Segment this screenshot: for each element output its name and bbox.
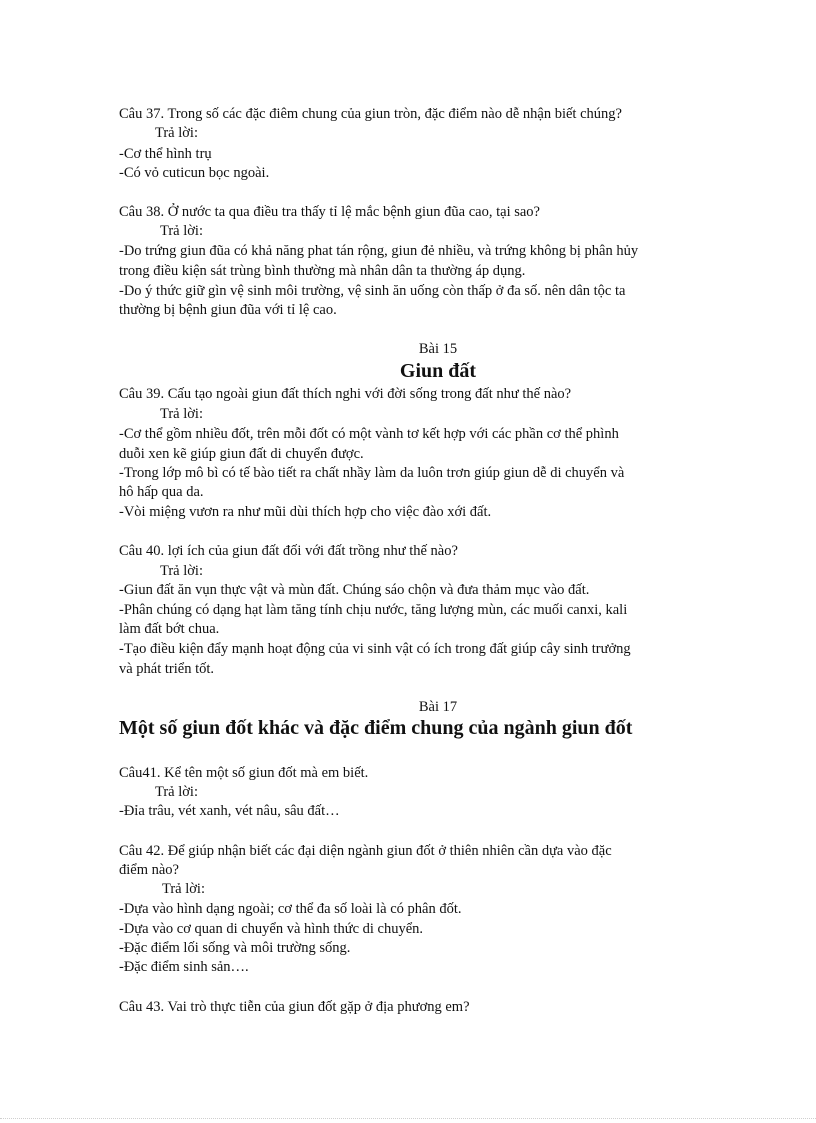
answer-line: -Phân chúng có dạng hạt làm tăng tính chịu nước, tăng lượng mùn, các muối canxi, kali bbox=[119, 602, 628, 618]
answer-line: thường bị bệnh giun đũa với tỉ lệ cao. bbox=[119, 302, 337, 318]
answer-label: Trả lời: bbox=[162, 881, 205, 897]
answer-line: -Trong lớp mô bì có tế bào tiết ra chất nhầy làm da luôn trơn giúp giun dễ di chuyển và bbox=[119, 465, 625, 481]
answer-line: -Vòi miệng vươn ra như mũi dùi thích hợp cho việc đào xới đất. bbox=[119, 504, 492, 520]
answer-line: -Tạo điều kiện đẩy mạnh hoạt động của vi sinh vật có ích trong đất giúp cây sinh trưởng bbox=[119, 641, 631, 657]
answer-label: Trả lời: bbox=[155, 125, 198, 141]
lesson-15-title: Giun đất bbox=[399, 360, 477, 382]
page-bottom-divider bbox=[0, 1118, 816, 1119]
question-43: Câu 43. Vai trò thực tiễn của giun đốt gặp ở địa phương em? bbox=[119, 999, 470, 1015]
answer-line: -Do trứng giun đũa có khả năng phat tán rộng, giun đẻ nhiều, và trứng không bị phân hủy bbox=[119, 243, 639, 259]
answer-line: -Giun đất ăn vụn thực vật và mùn đất. Chúng sáo chộn và đưa thảm mục vào đất. bbox=[119, 582, 590, 598]
question-37: Câu 37. Trong số các đặc điêm chung của giun tròn, đặc điểm nào dễ nhận biết chúng? bbox=[119, 106, 622, 122]
answer-line: duỗi xen kẽ giúp giun đất di chuyển được. bbox=[119, 446, 364, 462]
question-40: Câu 40. lợi ích của giun đất đối với đất trồng như thế nào? bbox=[119, 543, 458, 559]
answer-line: -Do ý thức giữ gìn vệ sinh môi trường, vệ sinh ăn uống còn thấp ở đa số. nên dân tộc ta bbox=[119, 283, 626, 299]
answer-line: -Đặc điểm lối sống và môi trường sống. bbox=[119, 940, 351, 956]
answer-line: -Dựa vào hình dạng ngoài; cơ thể đa số loài là có phân đốt. bbox=[119, 901, 462, 917]
question-42-cont: điểm nào? bbox=[119, 862, 179, 878]
answer-line: -Đặc điểm sinh sản…. bbox=[119, 959, 249, 975]
answer-line: -Cơ thể hình trụ bbox=[119, 146, 212, 162]
question-39: Câu 39. Cấu tạo ngoài giun đất thích nghi với đời sống trong đất như thế nào? bbox=[119, 386, 572, 402]
lesson-17-label: Bài 17 bbox=[418, 699, 458, 715]
answer-label: Trả lời: bbox=[160, 223, 203, 239]
answer-line: và phát triển tốt. bbox=[119, 661, 215, 677]
answer-label: Trả lời: bbox=[155, 784, 198, 800]
answer-line: làm đất bớt chua. bbox=[119, 621, 220, 637]
answer-label: Trả lời: bbox=[160, 563, 203, 579]
question-38: Câu 38. Ở nước ta qua điều tra thấy tỉ lệ mắc bệnh giun đũa cao, tại sao? bbox=[119, 204, 540, 220]
lesson-17-title: Một số giun đốt khác và đặc điểm chung của ngành giun đốt bbox=[119, 717, 633, 739]
answer-line: -Đỉa trâu, vét xanh, vét nâu, sâu đất… bbox=[119, 803, 340, 819]
question-42: Câu 42. Để giúp nhận biết các đại diện ngành giun đốt ở thiên nhiên cần dựa vào đặc bbox=[119, 843, 612, 859]
answer-line: -Cơ thể gồm nhiều đốt, trên mỗi đốt có một vành tơ kết hợp với các phần cơ thể phình bbox=[119, 426, 619, 442]
answer-line: -Có vỏ cuticun bọc ngoài. bbox=[119, 165, 270, 181]
lesson-15-label: Bài 15 bbox=[418, 341, 458, 357]
answer-line: trong điều kiện sát trùng bình thường mà nhân dân ta thường áp dụng. bbox=[119, 263, 526, 279]
question-41: Câu41. Kể tên một số giun đốt mà em biết. bbox=[119, 765, 369, 781]
answer-label: Trả lời: bbox=[160, 406, 203, 422]
answer-line: hô hấp qua da. bbox=[119, 484, 204, 500]
answer-line: -Dựa vào cơ quan di chuyển và hình thức di chuyển. bbox=[119, 921, 424, 937]
